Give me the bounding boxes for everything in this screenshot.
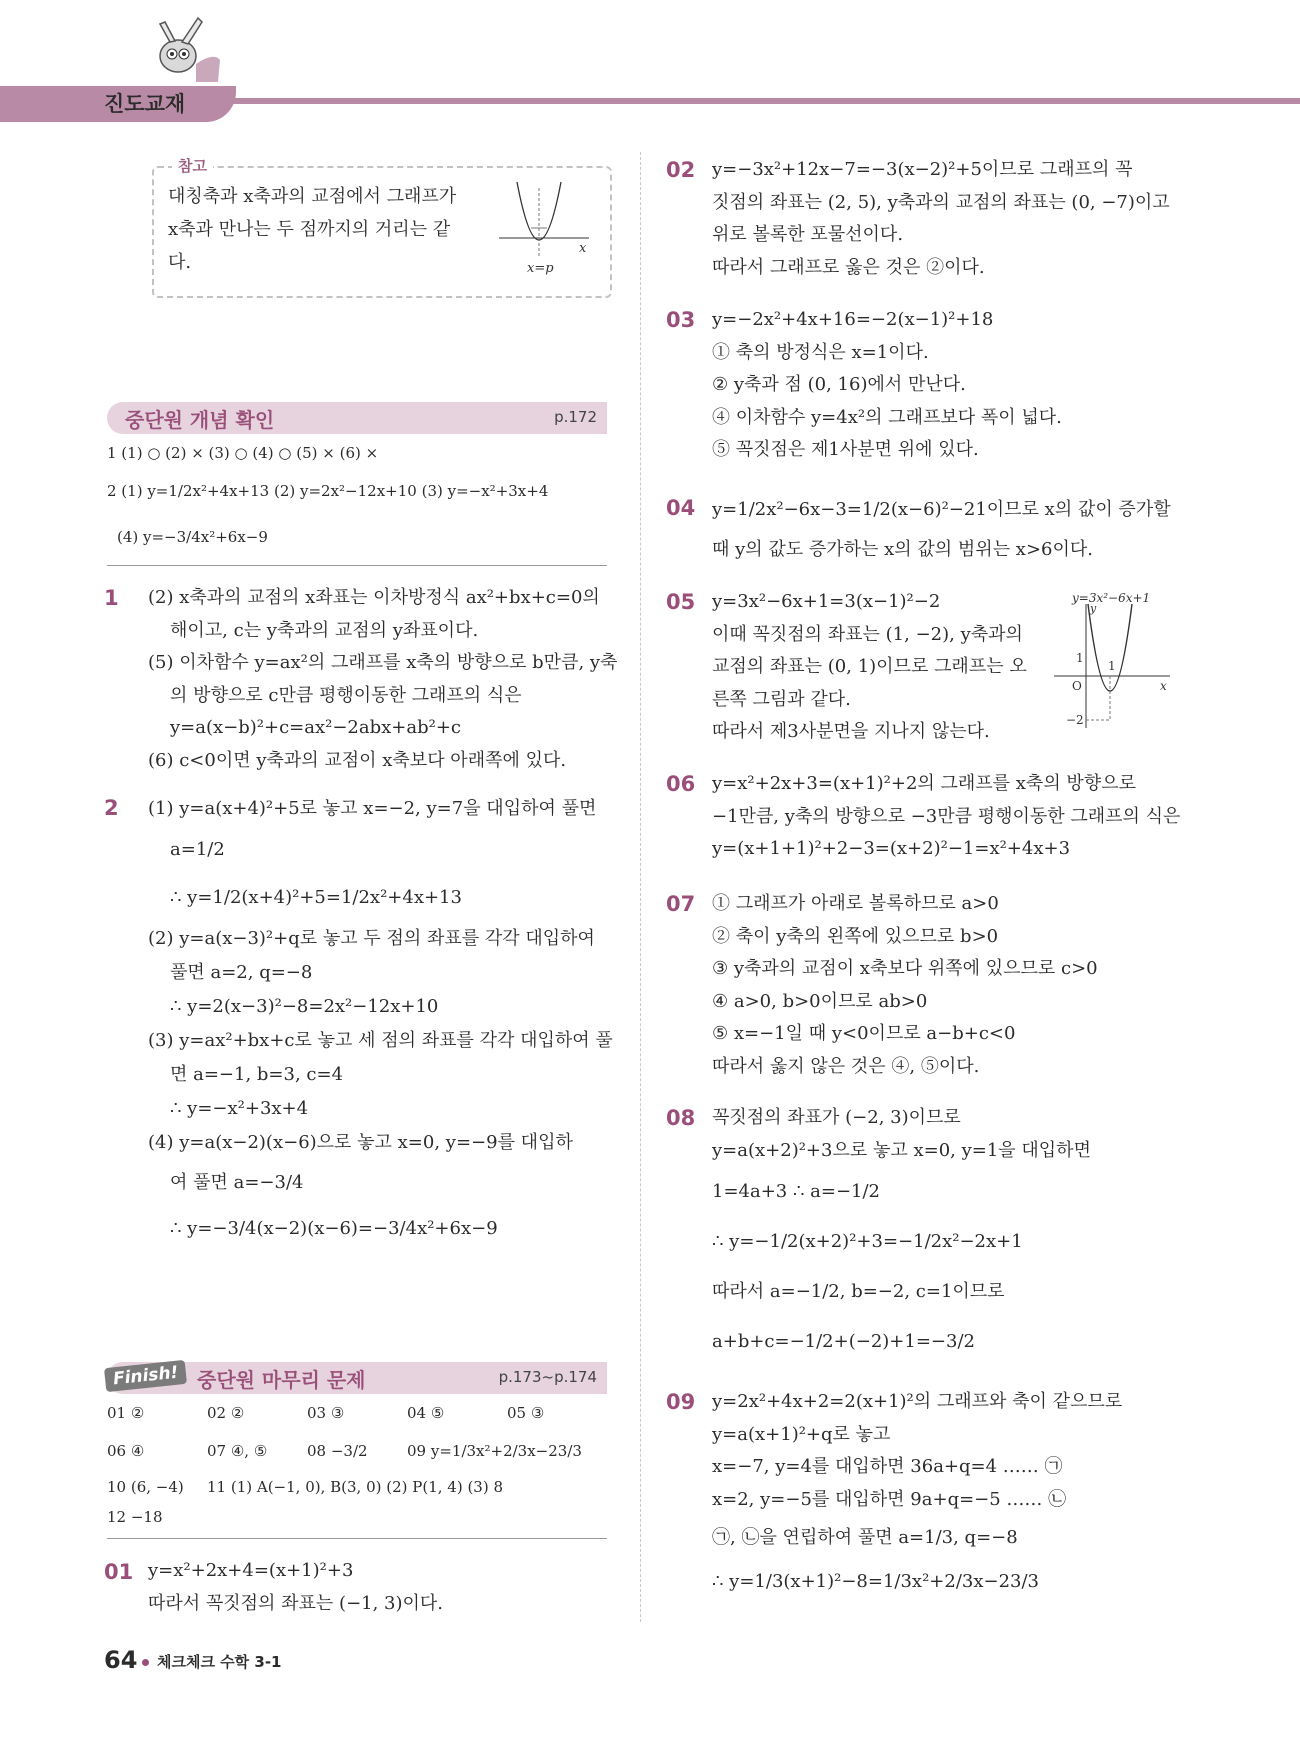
- solution-line: ㉠, ㉡을 연립하여 풀면 a=1/3, q=−8: [712, 1527, 1018, 1548]
- answer: 10 (6, −4): [107, 1478, 184, 1496]
- graph-y-intercept-label: 1: [1076, 651, 1084, 665]
- answer: 06 ④: [107, 1442, 145, 1460]
- solution-line: y=1/2x²−6x−3=1/2(x−6)²−21이므로 x의 값이 증가할: [712, 499, 1171, 520]
- section-header-finish: [107, 1362, 607, 1394]
- solution-04: [712, 490, 1171, 570]
- mascot-icon: [148, 12, 226, 82]
- concept-answer-2-4: (4) y=−3/4x²+6x−9: [117, 528, 268, 546]
- answer: 11 (1) A(−1, 0), B(3, 0) (2) P(1, 4) (3) 8: [207, 1478, 504, 1496]
- note-tag: 참고: [172, 155, 213, 176]
- solution-line: (2) x축과의 교점의 x좌표는 이차방정식 ax²+bx+c=0의: [148, 587, 600, 608]
- problem-number: 03: [666, 308, 696, 332]
- problem-number: 09: [666, 1390, 696, 1414]
- solution-line: 따라서 a=−1/2, b=−2, c=1이므로: [712, 1281, 1005, 1302]
- solution-line: ③ y축과의 교점이 x축보다 위쪽에 있으므로 c>0: [712, 958, 1098, 979]
- solution-line: (3) y=ax²+bx+c로 놓고 세 점의 좌표를 각각 대입하여 풀: [148, 1030, 613, 1051]
- problem-number: 08: [666, 1106, 696, 1130]
- solution-line: ② y축과 점 (0, 16)에서 만난다.: [712, 374, 966, 395]
- solution-line: −1만큼, y축의 방향으로 −3만큼 평행이동한 그래프의 식은: [712, 805, 1181, 827]
- answer: 08 −3/2: [307, 1442, 368, 1460]
- parabola-graph: [499, 178, 609, 278]
- solution-07: [712, 888, 1098, 1083]
- answer: 02 ②: [207, 1404, 245, 1422]
- answer: 12 −18: [107, 1508, 163, 1526]
- problem-number: 02: [666, 158, 696, 182]
- graph-title: y=3x²−6x+1: [1072, 591, 1151, 605]
- solution-line: x=−7, y=4를 대입하면 36a+q=4 …… ㉠: [712, 1456, 1063, 1477]
- note-text: [168, 180, 468, 279]
- note-box: [152, 157, 612, 298]
- solution-line: ① 그래프가 아래로 볼록하므로 a>0: [712, 893, 999, 914]
- graph-origin-label: O: [1072, 679, 1082, 693]
- section-page: p.172: [554, 408, 597, 426]
- solution-line: y=a(x+1)²+q로 놓고: [712, 1423, 891, 1445]
- solution-03: [712, 304, 1062, 467]
- concept-answer-1: 1 (1) ○ (2) × (3) ○ (4) ○ (5) × (6) ×: [107, 444, 379, 462]
- solution-line: 따라서 그래프로 옳은 것은 ②이다.: [712, 256, 985, 278]
- solution-line: a+b+c=−1/2+(−2)+1=−3/2: [712, 1331, 975, 1352]
- solution-line: 풀면 a=2, q=−8: [170, 962, 313, 983]
- solution-line: y=a(x−b)²+c=ax²−2abx+ab²+c: [170, 717, 461, 738]
- solution-line: (6) c<0이면 y축과의 교점이 x축보다 아래쪽에 있다.: [148, 749, 567, 771]
- answer: 09 y=1/3x²+2/3x−23/3: [407, 1442, 582, 1460]
- solution-line: (1) y=a(x+4)²+5로 놓고 x=−2, y=7을 대입하여 풀면: [148, 798, 597, 819]
- section-title: 중단원 개념 확인: [125, 408, 275, 432]
- parabola-graph-05: [1052, 590, 1180, 730]
- solution-line: (5) 이차함수 y=ax²의 그래프를 x축의 방향으로 b만큼, y축: [148, 652, 618, 673]
- solution-line: (4) y=a(x−2)(x−6)으로 놓고 x=0, y=−9를 대입하: [148, 1132, 573, 1153]
- solution-line: 면 a=−1, b=3, c=4: [170, 1064, 344, 1085]
- solution-line: 이때 꼭짓점의 좌표는 (1, −2), y축과의: [712, 623, 1023, 645]
- note-graph-axis-label: x=p: [527, 261, 554, 276]
- solution-line: (2) y=a(x−3)²+q로 놓고 두 점의 좌표를 각각 대입하여: [148, 928, 595, 949]
- answer: 03 ③: [307, 1404, 345, 1422]
- problem-number: 06: [666, 772, 696, 796]
- solution-line: y=−2x²+4x+16=−2(x−1)²+18: [712, 309, 994, 330]
- solution-09: [712, 1386, 1122, 1604]
- solution-line: ∴ y=1/2(x+4)²+5=1/2x²+4x+13: [170, 887, 462, 908]
- solution-line: ① 축의 방정식은 x=1이다.: [712, 341, 929, 363]
- solution-line: 1=4a+3 ∴ a=−1/2: [712, 1181, 881, 1202]
- solution-line: y=(x+1+1)²+2−3=(x+2)²−1=x²+4x+3: [712, 838, 1071, 859]
- solution-2: [148, 792, 613, 1252]
- answer: 05 ③: [507, 1404, 545, 1422]
- divider: [107, 565, 607, 566]
- solution-line: ④ 이차함수 y=4x²의 그래프보다 폭이 넓다.: [712, 406, 1062, 428]
- problem-number: 05: [666, 590, 696, 614]
- problem-number: 1: [104, 586, 119, 610]
- solution-08: [712, 1102, 1091, 1367]
- section-page: p.173~p.174: [498, 1368, 597, 1386]
- solution-line: y=a(x+2)²+3으로 놓고 x=0, y=1을 대입하면: [712, 1139, 1091, 1161]
- solution-line: y=x²+2x+4=(x+1)²+3: [148, 1560, 354, 1581]
- solution-line: 따라서 제3사분면을 지나지 않는다.: [712, 721, 990, 742]
- problem-number: 2: [104, 796, 119, 820]
- solution-line: 여 풀면 a=−3/4: [170, 1172, 304, 1193]
- solution-line: ⑤ x=−1일 때 y<0이므로 a−b+c<0: [712, 1023, 1016, 1044]
- note-line: x축과 만나는 두 점까지의 거리는 같다.: [168, 219, 451, 273]
- problem-number: 04: [666, 496, 696, 520]
- solution-line: 때 y의 값도 증가하는 x의 값의 범위는 x>6이다.: [712, 539, 1093, 560]
- solution-line: 른쪽 그림과 같다.: [712, 688, 851, 710]
- column-divider: [640, 152, 641, 1622]
- solution-line: y=2x²+4x+2=2(x+1)²의 그래프와 축이 같으므로: [712, 1391, 1123, 1412]
- solution-line: x=2, y=−5를 대입하면 9a+q=−5 …… ㉡: [712, 1488, 1067, 1510]
- solution-1: [148, 582, 617, 777]
- concept-answer-2: 2 (1) y=1/2x²+4x+13 (2) y=2x²−12x+10 (3) y=−x²+3x+4: [107, 482, 549, 500]
- solution-line: 꼭짓점의 좌표가 (−2, 3)이므로: [712, 1107, 961, 1128]
- footer-dot: [142, 1659, 149, 1666]
- solution-05: [712, 586, 1027, 749]
- answer: 04 ⑤: [407, 1404, 445, 1422]
- solution-line: ∴ y=−1/2(x+2)²+3=−1/2x²−2x+1: [712, 1231, 1023, 1252]
- note-graph-x-label: x: [579, 241, 587, 256]
- graph-y-label: y: [1090, 602, 1097, 615]
- page-number: 64: [104, 1646, 138, 1674]
- solution-line: y=3x²−6x+1=3(x−1)²−2: [712, 591, 941, 612]
- solution-line: 위로 볼록한 포물선이다.: [712, 224, 904, 245]
- graph-vertex-y-label: −2: [1066, 713, 1084, 727]
- header-rule: [210, 98, 1300, 104]
- solution-line: y=−3x²+12x−7=−3(x−2)²+5이므로 그래프의 꼭: [712, 159, 1133, 180]
- solution-06: [712, 768, 1180, 866]
- solution-line: 의 방향으로 c만큼 평행이동한 그래프의 식은: [170, 684, 522, 706]
- answer: 07 ④, ⑤: [207, 1442, 268, 1460]
- divider: [107, 1538, 607, 1539]
- section-header-concept: [107, 402, 607, 434]
- solution-02: [712, 154, 1170, 284]
- solution-01: [148, 1555, 443, 1620]
- solution-line: ∴ y=−x²+3x+4: [170, 1098, 309, 1119]
- solution-line: 해이고, c는 y축과의 교점의 y좌표이다.: [170, 619, 479, 641]
- section-title: 중단원 마무리 문제: [197, 1368, 366, 1392]
- book-title: 체크체크 수학 3-1: [157, 1653, 282, 1671]
- solution-line: 따라서 옳지 않은 것은 ④, ⑤이다.: [712, 1055, 980, 1077]
- solution-line: a=1/2: [170, 839, 225, 860]
- graph-x-tick-label: 1: [1108, 659, 1116, 673]
- solution-line: ⑤ 꼭짓점은 제1사분면 위에 있다.: [712, 439, 979, 460]
- solution-line: ∴ y=1/3(x+1)²−8=1/3x²+2/3x−23/3: [712, 1571, 1039, 1592]
- solution-line: ④ a>0, b>0이므로 ab>0: [712, 990, 928, 1012]
- solution-line: ∴ y=2(x−3)²−8=2x²−12x+10: [170, 996, 439, 1017]
- graph-x-label: x: [1160, 679, 1167, 693]
- problem-number: 01: [104, 1560, 134, 1584]
- note-line: 대칭축과 x축과의 교점에서 그래프가: [168, 186, 457, 207]
- solution-line: y=x²+2x+3=(x+1)²+2의 그래프를 x축의 방향으로: [712, 773, 1136, 794]
- solution-line: ∴ y=−3/4(x−2)(x−6)=−3/4x²+6x−9: [170, 1218, 498, 1239]
- problem-number: 07: [666, 892, 696, 916]
- solution-line: ② 축이 y축의 왼쪽에 있으므로 b>0: [712, 925, 999, 947]
- finish-badge: Finish!: [104, 1360, 187, 1392]
- solution-line: 따라서 꼭짓점의 좌표는 (−1, 3)이다.: [148, 1592, 444, 1614]
- header-title: 진도교재: [104, 92, 186, 116]
- solution-line: 짓점의 좌표는 (2, 5), y축과의 교점의 좌표는 (0, −7)이고: [712, 191, 1170, 213]
- solution-line: 교점의 좌표는 (0, 1)이므로 그래프는 오: [712, 656, 1027, 677]
- answer: 01 ②: [107, 1404, 145, 1422]
